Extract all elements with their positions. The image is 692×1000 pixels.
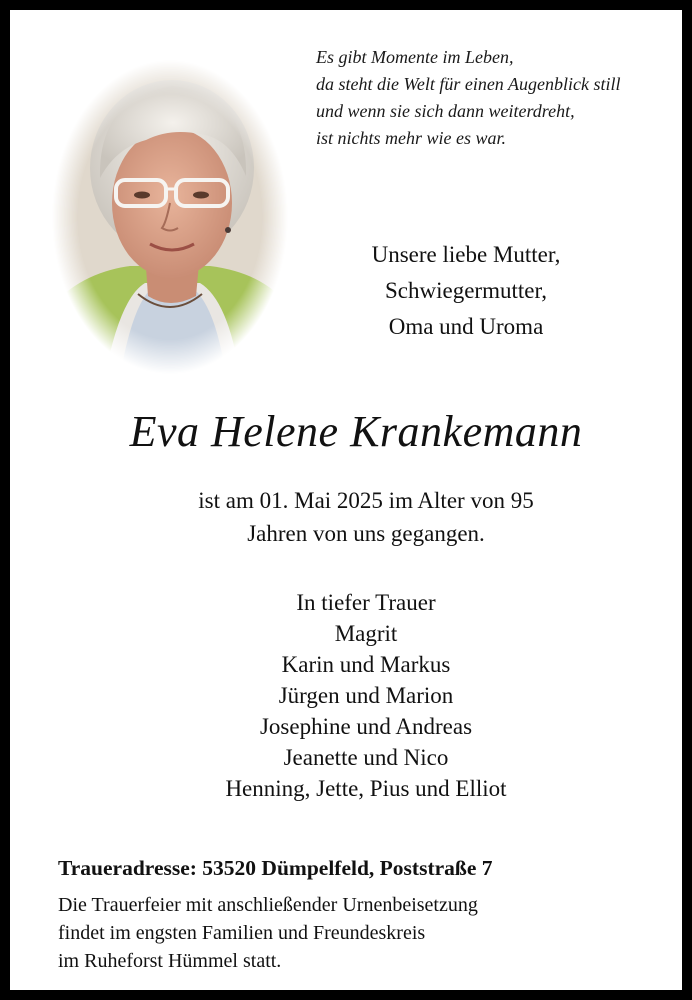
mourner-name: Jeanette und Nico: [283, 745, 449, 770]
deceased-name: Eva Helene Krankemann: [129, 407, 583, 456]
mourners-list: [10, 587, 692, 804]
death-notice-line: Jahren von uns gegangen.: [247, 521, 485, 546]
service-line: Die Trauerfeier mit anschließender Urnenbeisetzung: [58, 894, 478, 916]
death-notice: [10, 484, 692, 550]
mourning-address: Traueradresse: 53520 Dümpelfeld, Poststraße 7: [58, 856, 493, 880]
relation-text: [310, 237, 622, 345]
poem-line: und wenn sie sich dann weiterdreht,: [316, 101, 575, 121]
mourner-name: Josephine und Andreas: [259, 714, 473, 739]
poem: [316, 44, 656, 152]
mourner-name: Henning, Jette, Pius und Elliot: [225, 776, 507, 801]
service-line: findet im engsten Familien und Freundeskreis: [58, 922, 426, 944]
poem-line: da steht die Welt für einen Augenblick still: [316, 74, 621, 94]
portrait-photo: [50, 58, 290, 376]
mourner-name: Magrit: [334, 621, 398, 646]
poem-line: ist nichts mehr wie es war.: [316, 128, 507, 148]
relation-line: Oma und Uroma: [388, 314, 544, 339]
mourners-intro: In tiefer Trauer: [296, 590, 436, 615]
mourner-name: Jürgen und Marion: [278, 683, 454, 708]
service-line: im Ruheforst Hümmel statt.: [58, 950, 282, 972]
relation-line: Unsere liebe Mutter,: [371, 242, 561, 267]
mourner-name: Karin und Markus: [281, 652, 451, 677]
relation-line: Schwiegermutter,: [385, 278, 547, 303]
death-notice-line: ist am 01. Mai 2025 im Alter von 95: [198, 488, 534, 513]
poem-line: Es gibt Momente im Leben,: [316, 47, 514, 67]
funeral-service-info: [58, 891, 678, 975]
